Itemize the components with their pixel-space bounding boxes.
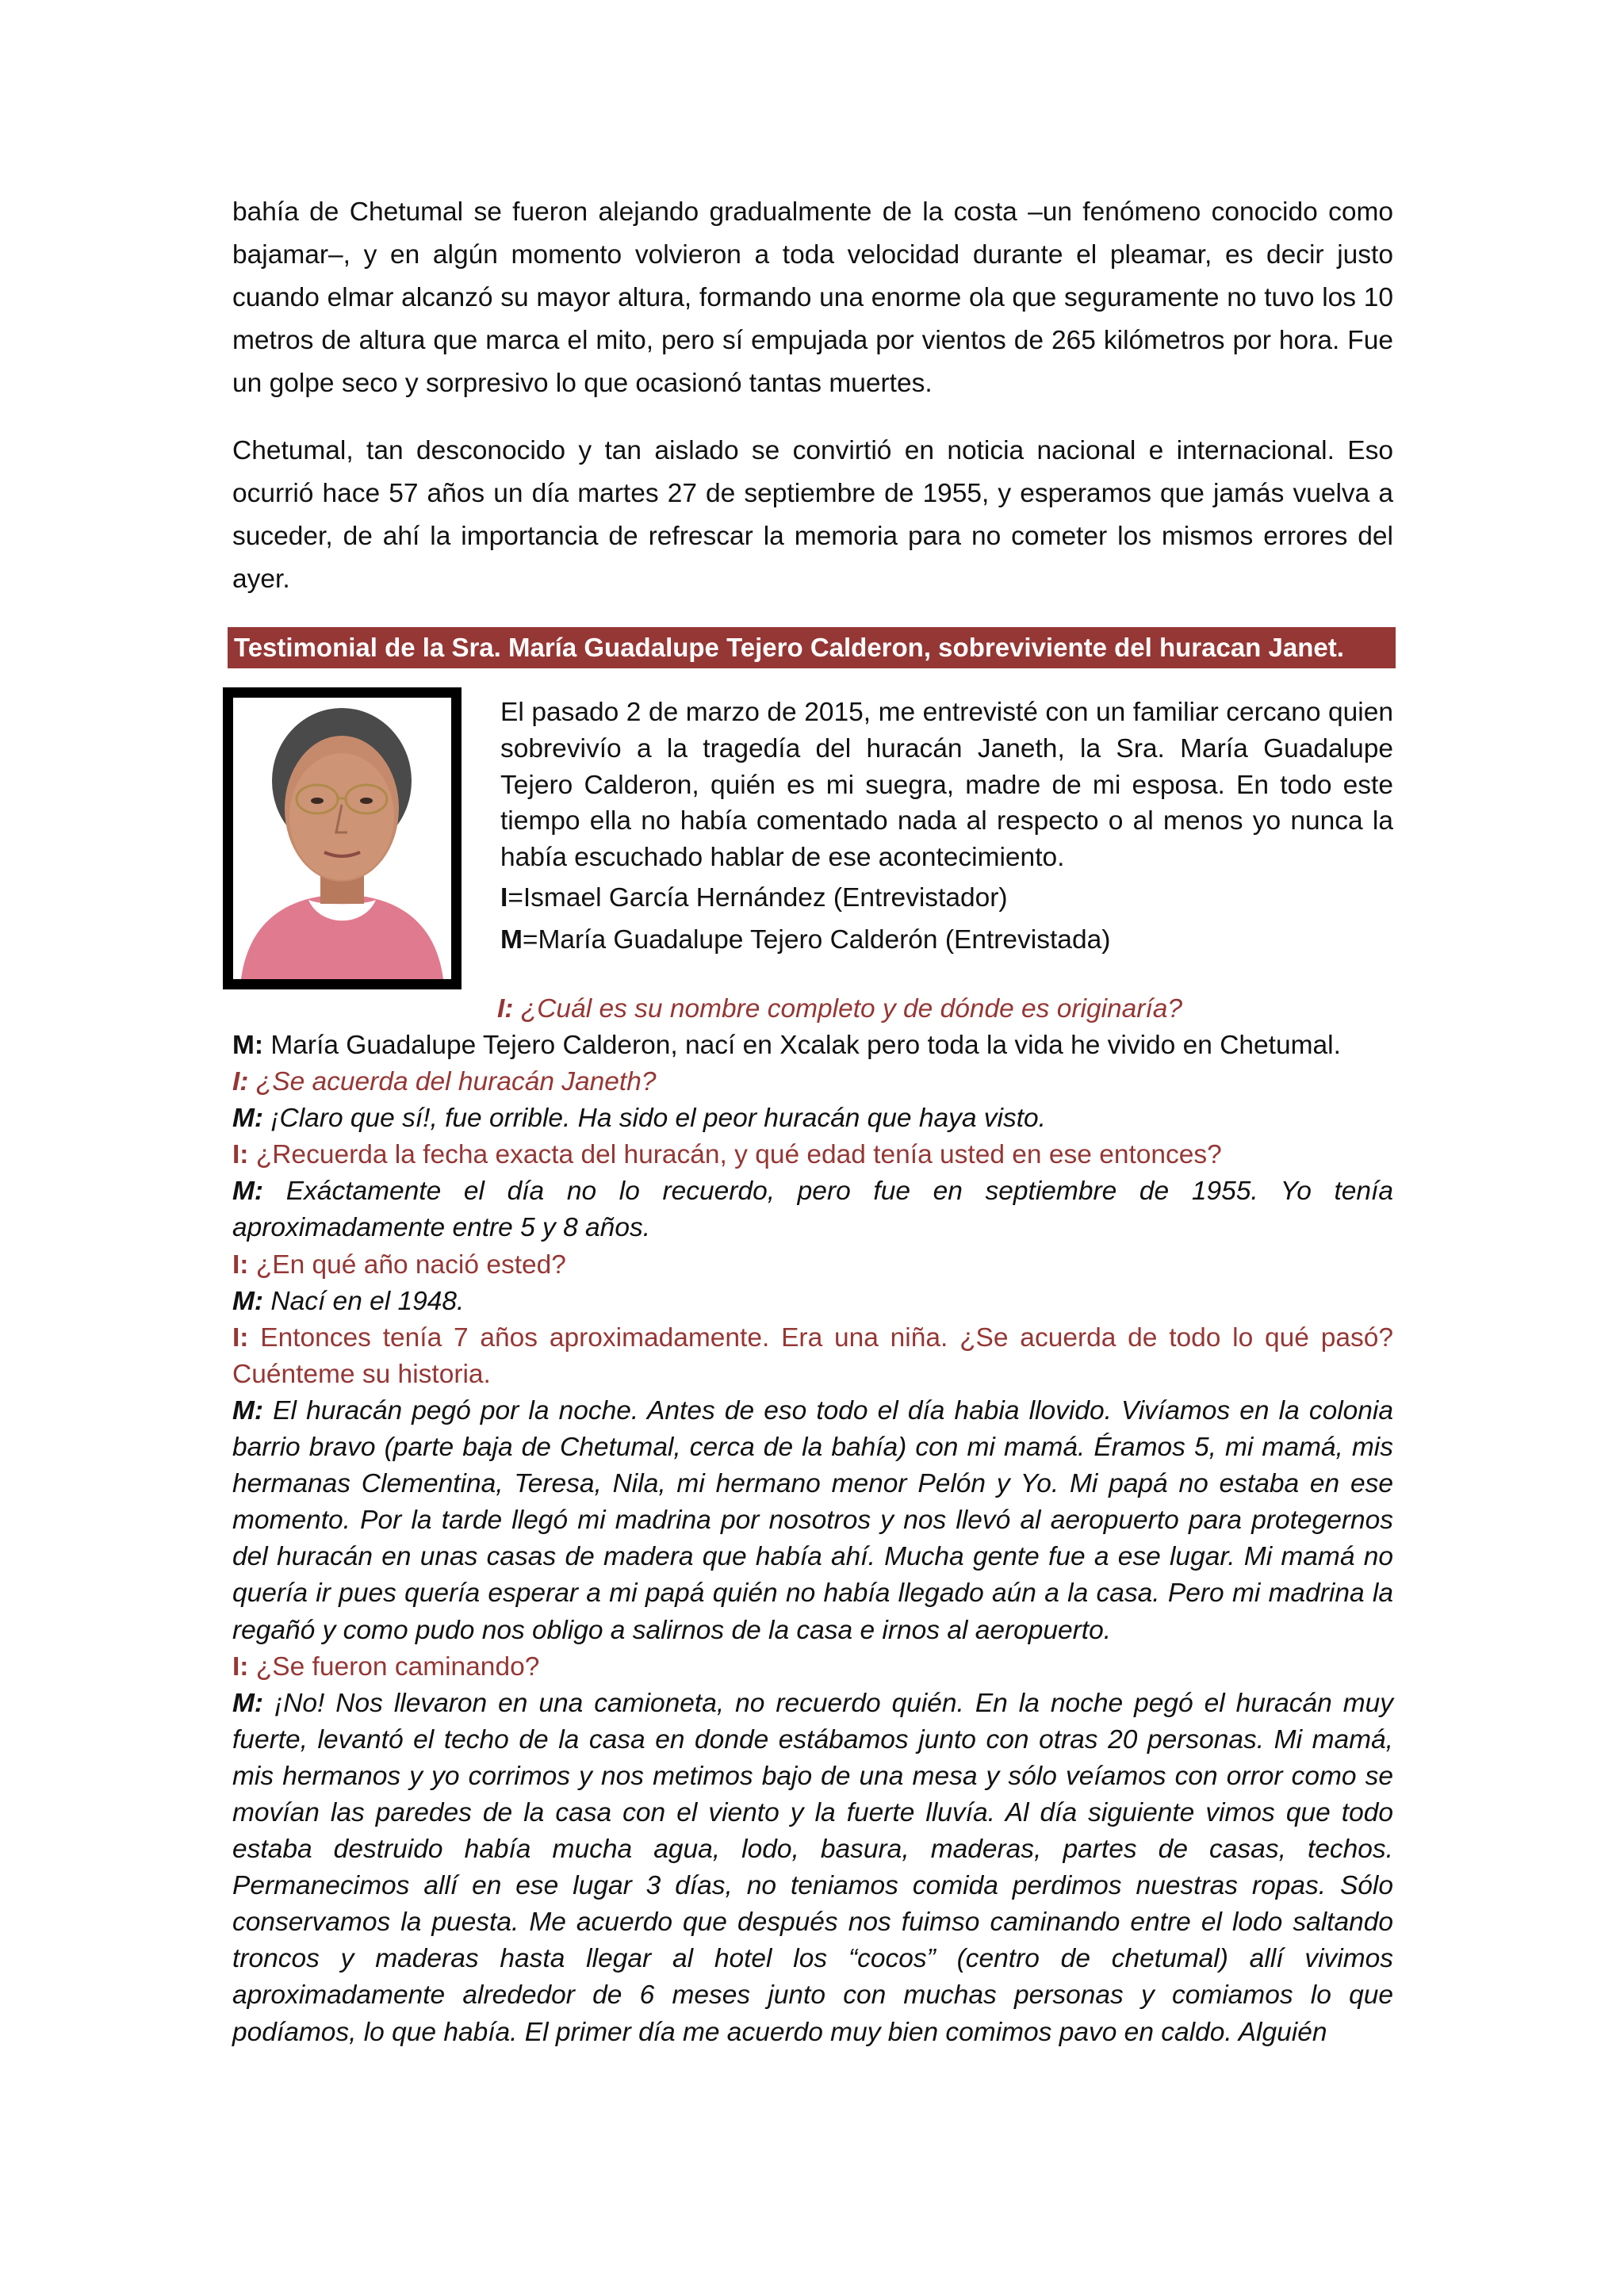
speaker-tag: I: [232,1322,249,1353]
speaker-tag: M: [232,1395,264,1425]
question-text: ¿Recuerda la fecha exacta del huracán, y qué edad tenía usted en ese entonces? [248,1140,1222,1170]
speaker-tag: M: [232,1688,264,1718]
section-heading: Testimonial de la Sra. María Guadalupe Tejero Calderon, sobreviviente del huracan Janet. [228,627,1396,668]
speaker-tag: M: [232,1286,264,1316]
answer-text: ¡No! Nos llevaron en una camioneta, no recuerdo quién. En la noche pegó el huracán muy fuerte, levantó el techo de la casa en donde estábamos junto con otras 20 personas. Mi mamá, mis hermanos y yo corrimos y nos metimos bajo de una mesa y sólo veíamos con orror como se movían las paredes de la casa con el viento y la fuerte lluvía. Al día siguiente vimos que todo estaba destruido había mucha agua, lodo, basura, maderas, partes de casas, techos. Permanecimos allí en ese lugar 3 días, no teniamos comida perdimos nuestras ropas. Sólo conservamos la puesta. Me acuerdo que después nos fuimso caminando entre el lodo saltando troncos y maderas hasta llegar al hotel los “cocos” (centro de chetumal) allí vivimos aproximadamente alrededor de 6 meses junto con muchas personas y comiamos lo que podíamos, lo que había. El primer día me acuerdo muy bien comimos pavo en caldo. Alguién [232,1688,1393,2047]
speaker-tag: M: [232,1031,264,1060]
answer-4 [232,1284,1393,1320]
portrait-photo [223,687,462,989]
answer-text: Nací en el 1948. [263,1286,465,1316]
question-3 [232,1137,1393,1173]
speaker-tag: I: [232,1067,249,1097]
question-5 [232,1320,1393,1393]
legend-m-tag: M [500,925,523,955]
interview-intro: El pasado 2 de marzo de 2015, me entrevisté con un familiar cercano quien sobrevivío a la tragedía del huracán Janeth, la Sra. María Guadalupe Tejero Calderon, quién es mi suegra, madre de mi esposa. En todo este tiempo ella no había comentado nada al respecto o al menos yo nunca la había escuchado hablar de ese acontecimiento. [500,698,1393,873]
question-2 [232,1064,1393,1100]
question-text: ¿En qué año nació ested? [248,1249,566,1280]
intro-paragraph-1: bahía de Chetumal se fueron alejando gradualmente de la costa –un fenómeno conocido como bajamar–, y en algún momento volvieron a toda velocidad durante el pleamar, es decir justo cuando elmar alcanzó su mayor altura, formando una enorme ola que seguramente no tuvo los 10 metros de altura que marca el mito, pero sí empujada por vientos de 265 kilómetros por hora. Fue un golpe seco y sorpresivo lo que ocasionó tantas muertes. [232,197,1393,398]
legend-interviewer [500,880,1008,916]
legend-i-text: =Ismael García Hernández (Entrevistador) [508,883,1008,913]
speaker-tag: I: [232,1651,249,1682]
intro-paragraph-2: Chetumal, tan desconocido y tan aislado se convirtió en noticia nacional e internacional. Eso ocurrió hace 57 años un día martes 27 de septiembre de 1955, y esperamos que jamás vuelva a suceder, de ahí la importancia de refrescar la memoria para no cometer los mismos errores del ayer. [232,436,1393,594]
legend-m-text: =María Guadalupe Tejero Calderón (Entrevistada) [522,925,1111,955]
answer-1 [232,1027,1393,1064]
interview-list [232,1027,1393,2051]
answer-2 [232,1100,1393,1137]
speaker-tag: I: [232,1249,249,1280]
question-4 [232,1247,1393,1284]
legend-i-tag: I [500,883,508,913]
legend-interviewee [500,922,1110,959]
question-text: ¿Cuál es su nombre completo y de dónde es originaría? [513,994,1183,1024]
first-question [497,991,1182,1027]
question-text: Entonces tenía 7 años aproximadamente. Era una niña. ¿Se acuerda de todo lo qué pasó? Cuénteme su historia. [232,1322,1393,1389]
answer-text: ¡Claro que sí!, fue orrible. Ha sido el peor huracán que haya visto. [263,1104,1046,1134]
answer-text: Exáctamente el día no lo recuerdo, pero fue en septiembre de 1955. Yo tenía aproximadamente entre 5 y 8 años. [232,1177,1393,1243]
speaker-tag: M: [232,1177,264,1207]
answer-text: El huracán pegó por la noche. Antes de eso todo el día habia llovido. Vivíamos en la colonia barrio bravo (parte baja de Chetumal, cerca de la bahía) con mi mamá. Éramos 5, mi mamá, mis hermanas Clementina, Teresa, Nila, mi hermano menor Pelón y Yo. Mi papá no estaba en ese momento. Por la tarde llegó mi madrina por nosotros y nos llevó al aeropuerto para protegernos del huracán en unas casas de madera que había ahí. Mucha gente fue a ese lugar. Mi mamá no quería ir pues quería esperar a mi papá quién no había llegado aún a la casa. Pero mi madrina la regañó y como pudo nos obligo a salirnos de la casa e irnos al aeropuerto. [232,1395,1393,1645]
answer-6 [232,1686,1393,2051]
question-6 [232,1649,1393,1686]
answer-5 [232,1393,1393,1649]
question-text: ¿Se acuerda del huracán Janeth? [248,1067,657,1097]
question-text: ¿Se fueron caminando? [248,1651,540,1682]
speaker-tag: I: [232,1140,249,1170]
answer-text: María Guadalupe Tejero Calderon, nací en Xcalak pero toda la vida he vivido en Chetumal. [263,1031,1341,1060]
question-tag: I: [497,994,514,1024]
portrait-photo-icon [233,698,451,979]
answer-3 [232,1173,1393,1246]
speaker-tag: M: [232,1104,264,1134]
